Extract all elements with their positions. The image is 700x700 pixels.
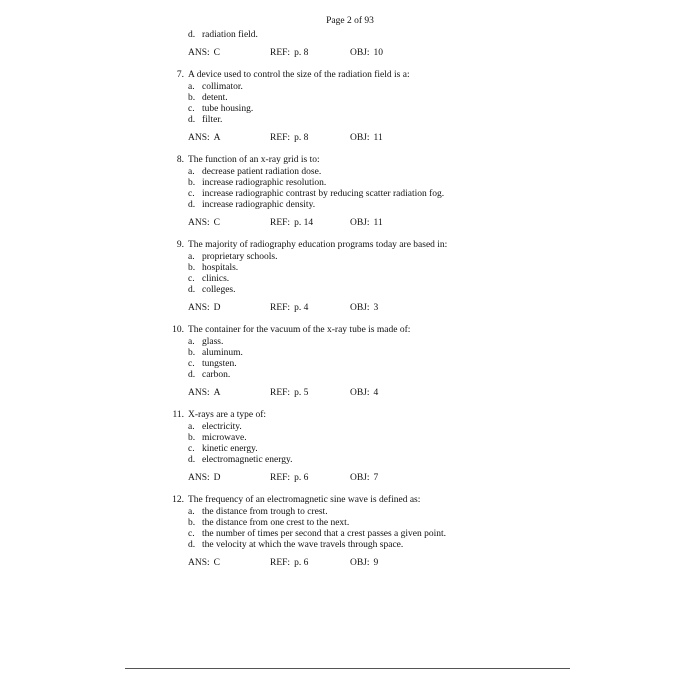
answer-row <box>188 558 588 569</box>
ref-value: p. 8 <box>294 48 309 58</box>
ref-label: REF: <box>270 303 291 313</box>
option-letter: a. <box>188 507 195 517</box>
answer-row <box>188 218 588 229</box>
option-c <box>188 189 444 200</box>
question-text: The majority of radiography education programs today are based in: <box>188 240 448 250</box>
ans-label: ANS: <box>188 133 210 143</box>
option-a <box>188 507 328 518</box>
obj-value: 3 <box>373 303 379 313</box>
option-text: tungsten. <box>202 359 237 369</box>
option-letter: d. <box>188 540 196 550</box>
question-text: The function of an x-ray grid is to: <box>188 155 320 165</box>
option-text: carbon. <box>202 370 231 380</box>
option-letter: b. <box>188 348 196 358</box>
question-number: 11. <box>172 410 184 420</box>
option-b <box>188 433 247 444</box>
question-number: 9. <box>176 240 184 250</box>
ans-value: C <box>213 218 220 228</box>
option-text: proprietary schools. <box>202 252 278 262</box>
option-b <box>188 518 349 529</box>
question-12 <box>167 495 420 506</box>
ref-label: REF: <box>270 558 291 568</box>
option-d <box>188 285 236 296</box>
obj-label: OBJ: <box>350 388 370 398</box>
ref-label: REF: <box>270 48 291 58</box>
option-a <box>188 252 277 263</box>
obj-value: 7 <box>373 473 379 483</box>
option-text: electricity. <box>202 422 242 432</box>
question-number: 10. <box>172 325 184 335</box>
obj-value: 11 <box>373 133 383 143</box>
option-c <box>188 104 253 115</box>
obj-label: OBJ: <box>350 303 370 313</box>
option-letter: a. <box>188 252 195 262</box>
option-letter: c. <box>188 104 195 114</box>
option-letter: d. <box>188 115 196 125</box>
ans-value: A <box>213 388 221 398</box>
option-c <box>188 359 237 370</box>
ans-label: ANS: <box>188 388 210 398</box>
option-letter: d. <box>188 30 196 40</box>
option-text: detent. <box>202 93 228 103</box>
option-text: aluminum. <box>202 348 243 358</box>
question-number: 12. <box>172 495 184 505</box>
ref-label: REF: <box>270 133 291 143</box>
ans-value: C <box>213 558 220 568</box>
prev-answer-row <box>188 48 588 59</box>
option-text: colleges. <box>202 285 236 295</box>
ans-label: ANS: <box>188 473 210 483</box>
option-b <box>188 263 238 274</box>
option-letter: b. <box>188 178 196 188</box>
option-text: tube housing. <box>202 104 254 114</box>
option-b <box>188 178 326 189</box>
option-b <box>188 93 228 104</box>
option-a <box>188 82 243 93</box>
option-letter: b. <box>188 93 196 103</box>
option-text: filter. <box>202 115 223 125</box>
option-d <box>188 200 315 211</box>
footer-divider <box>125 668 570 669</box>
ref-value: p. 6 <box>294 558 309 568</box>
option-text: collimator. <box>202 82 243 92</box>
ref-label: REF: <box>270 473 291 483</box>
ans-label: ANS: <box>188 48 210 58</box>
option-text: decrease patient radiation dose. <box>202 167 322 177</box>
obj-label: OBJ: <box>350 473 370 483</box>
ref-value: p. 8 <box>294 133 309 143</box>
option-a <box>188 422 242 433</box>
option-letter: c. <box>188 274 195 284</box>
question-10 <box>167 325 410 336</box>
option-text: increase radiographic contrast by reducing scatter radiation fog. <box>202 189 445 199</box>
option-letter: b. <box>188 433 196 443</box>
option-letter: b. <box>188 263 196 273</box>
option-c <box>188 274 229 285</box>
option-letter: c. <box>188 189 195 199</box>
ans-label: ANS: <box>188 303 210 313</box>
obj-value: 9 <box>373 558 379 568</box>
option-letter: a. <box>188 337 195 347</box>
ans-value: C <box>213 48 220 58</box>
ref-value: p. 5 <box>294 388 309 398</box>
option-d <box>188 540 403 551</box>
option-d <box>188 370 230 381</box>
obj-label: OBJ: <box>350 133 370 143</box>
option-text: microwave. <box>202 433 247 443</box>
ans-value: D <box>213 473 221 483</box>
obj-label: OBJ: <box>350 558 370 568</box>
ref-value: p. 6 <box>294 473 309 483</box>
option-text: the velocity at which the wave travels through space. <box>202 540 404 550</box>
question-9 <box>167 240 447 251</box>
option-text: increase radiographic density. <box>202 200 316 210</box>
option-letter: c. <box>188 529 195 539</box>
ans-label: ANS: <box>188 558 210 568</box>
option-letter: a. <box>188 422 195 432</box>
ref-label: REF: <box>270 218 291 228</box>
ref-value: p. 4 <box>294 303 309 313</box>
option-text: electromagnetic energy. <box>202 455 293 465</box>
prev-option-d <box>188 30 258 41</box>
option-letter: a. <box>188 82 195 92</box>
question-number: 7. <box>176 70 184 80</box>
question-8 <box>167 155 320 166</box>
option-letter: d. <box>188 285 196 295</box>
obj-label: OBJ: <box>350 48 370 58</box>
ref-value: p. 14 <box>294 218 314 228</box>
answer-row <box>188 473 588 484</box>
ans-value: D <box>213 303 221 313</box>
answer-row <box>188 133 588 144</box>
option-a <box>188 337 223 348</box>
obj-label: OBJ: <box>350 218 370 228</box>
question-11 <box>167 410 266 421</box>
question-text: The container for the vacuum of the x-ray tube is made of: <box>188 325 411 335</box>
question-text: The frequency of an electromagnetic sine wave is defined as: <box>188 495 421 505</box>
option-letter: c. <box>188 444 195 454</box>
option-letter: d. <box>188 370 196 380</box>
option-d <box>188 455 292 466</box>
option-b <box>188 348 243 359</box>
obj-value: 4 <box>373 388 379 398</box>
option-text: kinetic energy. <box>202 444 258 454</box>
option-text: hospitals. <box>202 263 239 273</box>
option-text: radiation field. <box>202 30 258 40</box>
ans-value: A <box>213 133 221 143</box>
question-7 <box>167 70 410 81</box>
option-text: increase radiographic resolution. <box>202 178 327 188</box>
option-letter: d. <box>188 200 196 210</box>
option-text: the distance from trough to crest. <box>202 507 328 517</box>
option-text: glass. <box>202 337 224 347</box>
question-text: A device used to control the size of the radiation field is a: <box>188 70 410 80</box>
option-letter: c. <box>188 359 195 369</box>
option-letter: b. <box>188 518 196 528</box>
option-a <box>188 167 321 178</box>
option-letter: d. <box>188 455 196 465</box>
option-c <box>188 529 446 540</box>
option-c <box>188 444 258 455</box>
option-text: the number of times per second that a crest passes a given point. <box>202 529 447 539</box>
page-number: Page 2 of 93 <box>326 16 374 26</box>
ref-label: REF: <box>270 388 291 398</box>
ans-label: ANS: <box>188 218 210 228</box>
obj-value: 11 <box>373 218 383 228</box>
answer-row <box>188 303 588 314</box>
option-text: the distance from one crest to the next. <box>202 518 350 528</box>
option-letter: a. <box>188 167 195 177</box>
question-text: X-rays are a type of: <box>188 410 267 420</box>
question-number: 8. <box>176 155 184 165</box>
option-d <box>188 115 222 126</box>
option-text: clinics. <box>202 274 230 284</box>
obj-value: 10 <box>373 48 384 58</box>
answer-row <box>188 388 588 399</box>
